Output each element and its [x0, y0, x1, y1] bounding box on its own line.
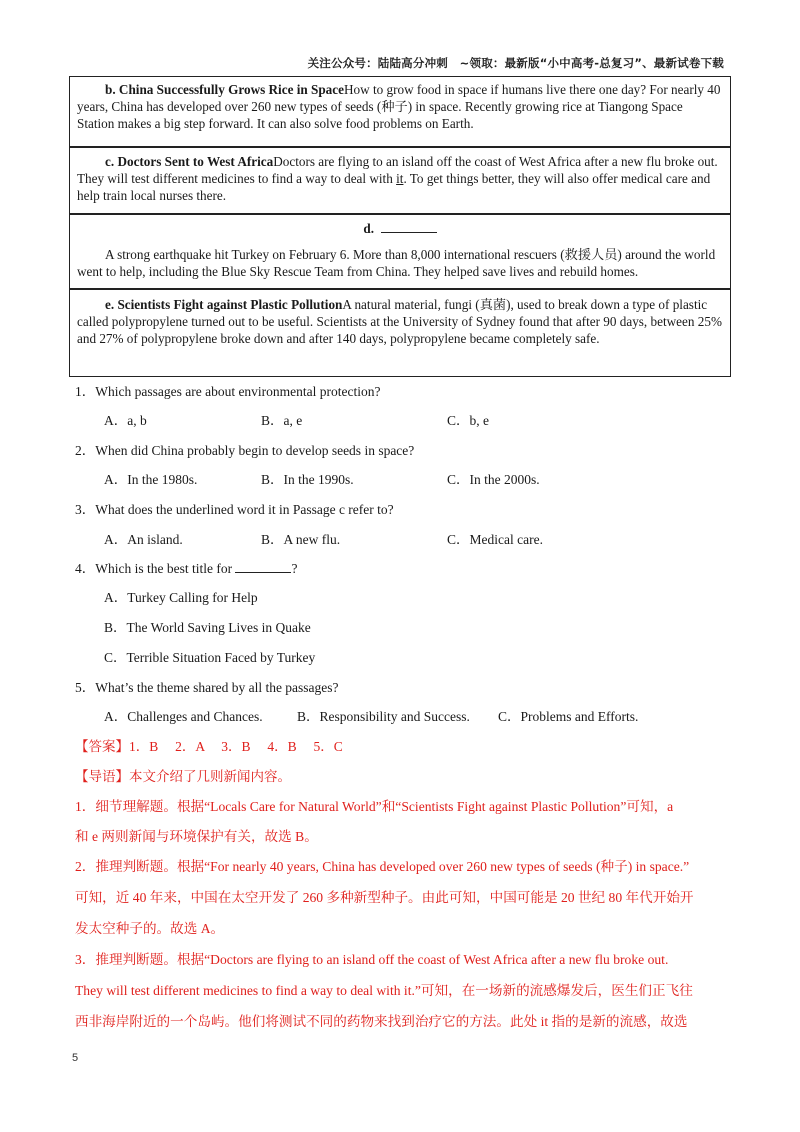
passage-e-body: A natural material, fungi (真菌), used to break down a type of plastic called polypropylene turned out to be useful. Scientists at the University of Sydney found that after 90 days, between 25% and 27% of polypropylene broke down and after 140 days, polypropylene became completely safe.	[77, 297, 722, 346]
page-header: 关注公众号：陆陆高分冲刺 ~领取：最新版“小中高考-总复习”、最新试卷下载	[307, 56, 724, 70]
question-5-option-a: A．Challenges and Chances.	[104, 709, 263, 724]
question-4-blank	[235, 560, 291, 573]
question-3-option-c: C．Medical care.	[447, 532, 543, 547]
question-1-stem: 1．Which passages are about environmental protection?	[75, 384, 381, 399]
question-2-option-a: A．In the 1980s.	[104, 472, 198, 487]
question-4-option-a: A．Turkey Calling for Help	[104, 590, 258, 605]
question-4-option-c: C．Terrible Situation Faced by Turkey	[104, 650, 316, 665]
passage-b-body: How to grow food in space if humans live there one day? For nearly 40 years, China has developed over 260 new types of seeds (种子) in space. Recently growing rice at Tiangong Space Station makes a big step forward. It can also solve food problems on Earth.	[77, 82, 721, 131]
question-5-option-c: C．Problems and Efforts.	[498, 709, 639, 724]
question-2-option-b: B．In the 1990s.	[261, 472, 354, 487]
question-3-option-a: A．An island.	[104, 532, 183, 547]
title-blank	[381, 220, 437, 233]
question-4-option-b: B．The World Saving Lives in Quake	[104, 620, 311, 635]
explanation-line: 和 e 两则新闻与环境保护有关，故选 B。	[75, 829, 318, 844]
answer-key: 【答案】1．B 2．A 3．B 4．B 5．C	[75, 739, 343, 754]
question-4-stem	[75, 557, 297, 577]
passage-e-box	[69, 289, 731, 377]
page-number: 5	[72, 1052, 79, 1064]
question-1-option-a: A．a, b	[104, 413, 147, 428]
explanation-line: 西非海岸附近的一个岛屿。他们将测试不同的药物来找到治疗它的方法。此处 it 指的是新的流感，故选	[75, 1014, 688, 1029]
question-2-stem: 2．When did China probably begin to develop seeds in space?	[75, 443, 415, 458]
passage-e-title: e. Scientists Fight against Plastic Pollution	[105, 297, 343, 312]
question-3-option-b: B．A new flu.	[261, 532, 341, 547]
passage-d-title-line	[70, 215, 730, 237]
explanation-line: 3．推理判断题。根据“Doctors are flying to an island off the coast of West Africa after a new flu broke out.	[75, 952, 669, 967]
question-1-option-c: C．b, e	[447, 413, 489, 428]
answer-intro: 【导语】本文介绍了几则新闻内容。	[75, 769, 291, 784]
explanation-line: 发太空种子的。故选 A。	[75, 921, 225, 936]
passage-b-box	[69, 76, 731, 147]
explanation-line: 1．细节理解题。根据“Locals Care for Natural World”和“Scientists Fight against Plastic Pollution”可知，a	[75, 799, 674, 814]
passage-d-text	[70, 237, 730, 280]
passage-d-title: d.	[363, 221, 375, 236]
passage-b-text	[70, 77, 730, 132]
passage-c-text	[70, 148, 730, 204]
question-4-stem-text: 4．Which is the best title for	[75, 561, 236, 576]
question-5-option-b: B．Responsibility and Success.	[297, 709, 470, 724]
passage-c-title: c. Doctors Sent to West Africa	[105, 154, 274, 169]
passage-d-body: A strong earthquake hit Turkey on February 6. More than 8,000 international rescuers (救援人员) around the world went to help, including the Blue Sky Rescue Team from China. They helped save lives and rebuild homes.	[77, 247, 716, 279]
passage-c-body-after: . To get things better, they will also offer medical care and help train local nurses there.	[77, 171, 711, 203]
passage-c-body-before: Doctors are flying to an island off the coast of West Africa after a new flu broke out. They will test different medicines to find a way to deal with	[77, 154, 718, 186]
question-4-stem-end: ?	[291, 561, 298, 576]
explanation-line: 可知，近 40 年来，中国在太空开发了 260 多种新型种子。由此可知，中国可能是 20 世纪 80 年代开始开	[75, 890, 694, 905]
passage-e-text	[70, 290, 730, 347]
underlined-word: it	[396, 171, 404, 186]
explanation-line: They will test different medicines to find a way to deal with it.”可知，在一场新的流感爆发后，医生们正飞往	[75, 983, 693, 998]
question-1-option-b: B．a, e	[261, 413, 303, 428]
passage-c-box	[69, 147, 731, 214]
passage-d-box	[69, 214, 731, 289]
question-2-option-c: C．In the 2000s.	[447, 472, 540, 487]
passage-b-title: b. China Successfully Grows Rice in Space	[105, 82, 344, 97]
explanation-line: 2．推理判断题。根据“For nearly 40 years, China has developed over 260 new types of seeds (种子) in space.”	[75, 859, 690, 874]
question-5-stem: 5．What’s the theme shared by all the passages?	[75, 680, 339, 695]
question-3-stem: 3．What does the underlined word it in Passage c refer to?	[75, 502, 394, 517]
